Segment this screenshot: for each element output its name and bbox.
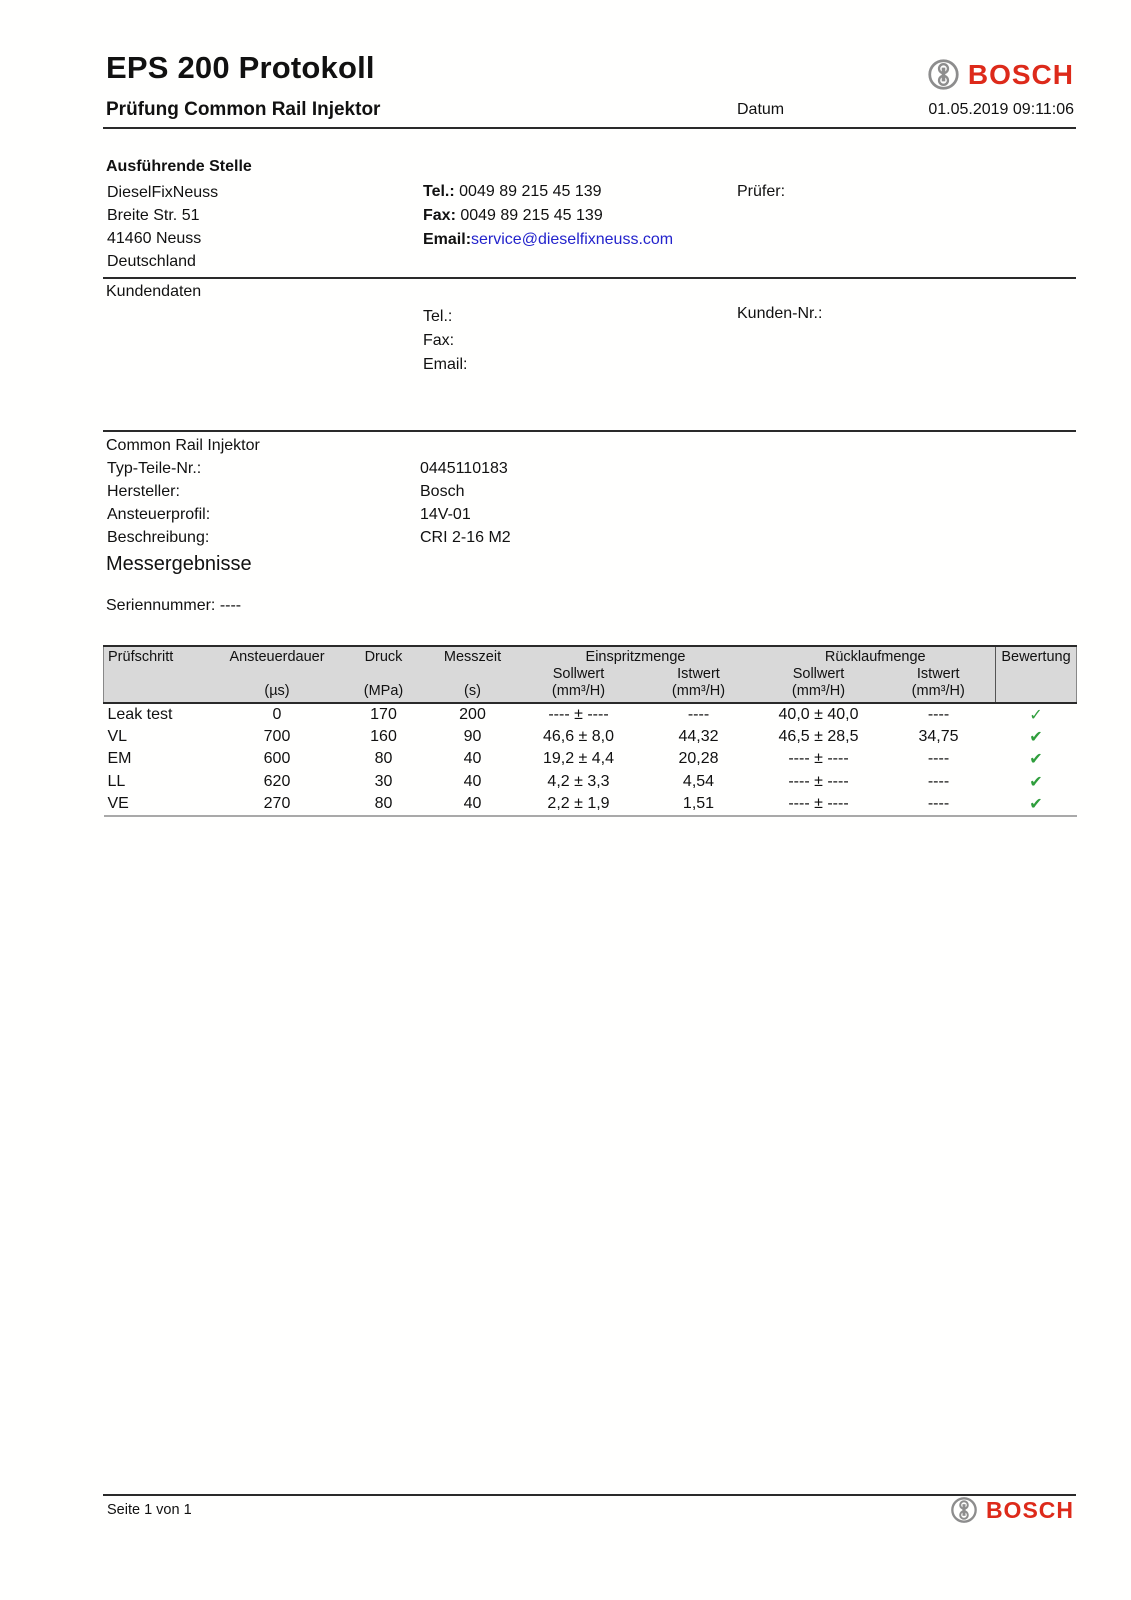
subcol-einspritz-sollwert: Sollwert bbox=[552, 666, 605, 682]
tel-label: Tel.: bbox=[423, 308, 453, 325]
cell-einspritz-ist: ---- bbox=[687, 705, 710, 723]
customer-email-row bbox=[423, 353, 467, 377]
cell-ruecklauf-ist: ---- bbox=[927, 705, 950, 723]
table-row bbox=[104, 703, 1077, 726]
table-row bbox=[104, 793, 1077, 816]
cell-messzeit: 90 bbox=[463, 727, 482, 745]
table-row bbox=[104, 726, 1077, 749]
cell-ruecklauf-soll: ---- ± ---- bbox=[788, 772, 849, 790]
cell-einspritz-soll: 2,2 ± 1,9 bbox=[516, 793, 642, 816]
typ-teile-nr-value: 0445110183 bbox=[420, 460, 508, 477]
cell-ruecklauf-ist: 34,75 bbox=[918, 727, 959, 745]
seriennummer: Seriennummer: ---- bbox=[106, 597, 242, 614]
col-messzeit: Messzeit bbox=[430, 646, 516, 666]
table-row bbox=[104, 771, 1077, 794]
unit-mm3h: (mm³/H) bbox=[882, 683, 996, 703]
document-subtitle: Prüfung Common Rail Injektor bbox=[106, 99, 381, 120]
cell-ruecklauf-ist: ---- bbox=[927, 772, 950, 790]
header-divider bbox=[103, 127, 1076, 129]
cell-einspritz-ist: 1,51 bbox=[642, 793, 756, 816]
bosch-wordmark: BOSCH bbox=[985, 1496, 1074, 1523]
tel-value: 0049 89 215 45 139 bbox=[459, 183, 602, 200]
beschreibung-label: Beschreibung: bbox=[107, 529, 210, 546]
unit-us: (µs) bbox=[217, 683, 338, 703]
datum-value: 01.05.2019 09:11:06 bbox=[928, 101, 1074, 118]
col-ruecklaufmenge: Rücklaufmenge bbox=[756, 646, 996, 666]
fax-value: 0049 89 215 45 139 bbox=[460, 207, 603, 224]
cell-pruefschritt: LL bbox=[107, 772, 126, 790]
workshop-email-row bbox=[423, 228, 673, 252]
cell-pruefschritt: VL bbox=[107, 727, 128, 745]
cell-ansteuerdauer: 270 bbox=[217, 793, 338, 816]
cell-ansteuerdauer: 620 bbox=[263, 772, 291, 790]
address-line: 41460 Neuss bbox=[107, 230, 202, 247]
unit-mpa: (MPa) bbox=[338, 683, 430, 703]
customer-fax-row bbox=[423, 329, 467, 353]
col-ansteuerdauer: Ansteuerdauer bbox=[217, 646, 338, 666]
address-line: Deutschland bbox=[107, 253, 196, 270]
pass-check-icon: ✔ bbox=[1029, 751, 1043, 769]
workshop-tel-row bbox=[423, 180, 673, 204]
cell-ruecklauf-soll: ---- ± ---- bbox=[756, 793, 882, 816]
pass-check-icon: ✔ bbox=[996, 793, 1077, 816]
customer-contact-block bbox=[423, 305, 467, 377]
bosch-logo bbox=[927, 58, 1074, 91]
col-pruefschritt: Prüfschritt bbox=[104, 646, 217, 666]
tel-label: Tel.: bbox=[423, 183, 455, 200]
page-number: Seite 1 von 1 bbox=[107, 1502, 192, 1518]
table-row bbox=[104, 748, 1077, 771]
fax-label: Fax: bbox=[423, 207, 456, 224]
pass-check-icon: ✓ bbox=[1029, 706, 1043, 724]
pass-check-icon: ✔ bbox=[1029, 728, 1043, 746]
pass-check-icon: ✔ bbox=[1029, 773, 1043, 791]
bosch-armature-icon bbox=[927, 58, 960, 91]
hersteller-value: Bosch bbox=[420, 483, 465, 500]
cell-messzeit: 40 bbox=[463, 772, 482, 790]
page-title: EPS 200 Protokoll bbox=[106, 50, 375, 85]
cell-ruecklauf-ist: ---- bbox=[927, 750, 950, 768]
cell-druck: 80 bbox=[338, 793, 430, 816]
results-table-header bbox=[104, 646, 1077, 703]
subcol-ruecklauf-istwert: Istwert bbox=[916, 666, 960, 682]
email-label: Email: bbox=[423, 356, 468, 373]
kunden-nr-label: Kunden-Nr.: bbox=[737, 305, 823, 322]
address-line: DieselFixNeuss bbox=[107, 184, 219, 201]
bosch-armature-icon bbox=[950, 1496, 978, 1524]
cell-pruefschritt: Leak test bbox=[107, 705, 173, 723]
section-divider bbox=[103, 430, 1076, 432]
fax-label: Fax: bbox=[423, 332, 455, 349]
cell-messzeit: 40 bbox=[463, 750, 482, 768]
cell-einspritz-soll: 46,6 ± 8,0 bbox=[542, 727, 615, 745]
section-divider bbox=[103, 277, 1076, 279]
cell-druck: 80 bbox=[374, 750, 393, 768]
cell-pruefschritt: VE bbox=[104, 793, 217, 816]
section-heading-ausfuehrende-stelle: Ausführende Stelle bbox=[106, 158, 252, 175]
datum-label: Datum bbox=[737, 101, 785, 118]
results-table bbox=[103, 645, 1077, 817]
messergebnisse-heading: Messergebnisse bbox=[106, 553, 252, 575]
cell-druck: 30 bbox=[374, 772, 393, 790]
cell-ruecklauf-soll: 46,5 ± 28,5 bbox=[778, 727, 859, 745]
unit-s: (s) bbox=[430, 683, 516, 703]
ansteuerprofil-value: 14V-01 bbox=[420, 506, 471, 523]
cell-messzeit: 40 bbox=[430, 793, 516, 816]
unit-mm3h: (mm³/H) bbox=[642, 683, 756, 703]
customer-tel-row bbox=[423, 305, 467, 329]
workshop-contact-block bbox=[423, 180, 673, 252]
beschreibung-value: CRI 2-16 M2 bbox=[420, 529, 511, 546]
cell-messzeit: 200 bbox=[459, 705, 486, 723]
section-heading-injektor: Common Rail Injektor bbox=[106, 437, 260, 454]
cell-einspritz-ist: 44,32 bbox=[678, 727, 719, 745]
subcol-ruecklauf-sollwert: Sollwert bbox=[792, 666, 845, 682]
bosch-wordmark: BOSCH bbox=[967, 58, 1074, 90]
cell-ansteuerdauer: 700 bbox=[263, 727, 291, 745]
col-einspritzmenge: Einspritzmenge bbox=[516, 646, 756, 666]
cell-ansteuerdauer: 0 bbox=[272, 705, 282, 723]
bosch-logo-footer bbox=[950, 1496, 1074, 1524]
hersteller-label: Hersteller: bbox=[107, 483, 180, 500]
cell-druck: 160 bbox=[370, 727, 397, 745]
cell-ruecklauf-ist: ---- bbox=[882, 793, 996, 816]
cell-ruecklauf-soll: ---- ± ---- bbox=[788, 750, 849, 768]
address-line: Breite Str. 51 bbox=[107, 207, 200, 224]
cell-ansteuerdauer: 600 bbox=[263, 750, 291, 768]
cell-einspritz-ist: 20,28 bbox=[678, 750, 719, 768]
workshop-fax-row bbox=[423, 204, 673, 228]
cell-einspritz-soll: ---- ± ---- bbox=[548, 705, 609, 723]
cell-druck: 170 bbox=[370, 705, 397, 723]
cell-ruecklauf-soll: 40,0 ± 40,0 bbox=[778, 705, 859, 723]
unit-mm3h: (mm³/H) bbox=[516, 683, 642, 703]
col-bewertung: Bewertung bbox=[996, 646, 1077, 666]
unit-mm3h: (mm³/H) bbox=[756, 683, 882, 703]
pruefer-label: Prüfer: bbox=[737, 183, 786, 200]
col-druck: Druck bbox=[338, 646, 430, 666]
footer-divider bbox=[103, 1494, 1076, 1496]
section-heading-kundendaten: Kundendaten bbox=[106, 283, 202, 300]
subcol-einspritz-istwert: Istwert bbox=[677, 666, 720, 682]
email-label: Email: bbox=[423, 231, 472, 248]
email-link[interactable]: service@dieselfixneuss.com bbox=[471, 231, 674, 248]
cell-pruefschritt: EM bbox=[107, 750, 132, 768]
typ-teile-nr-label: Typ-Teile-Nr.: bbox=[107, 460, 202, 477]
cell-einspritz-soll: 19,2 ± 4,4 bbox=[542, 750, 615, 768]
cell-einspritz-soll: 4,2 ± 3,3 bbox=[547, 772, 610, 790]
cell-einspritz-ist: 4,54 bbox=[682, 772, 715, 790]
ansteuerprofil-label: Ansteuerprofil: bbox=[107, 506, 211, 523]
